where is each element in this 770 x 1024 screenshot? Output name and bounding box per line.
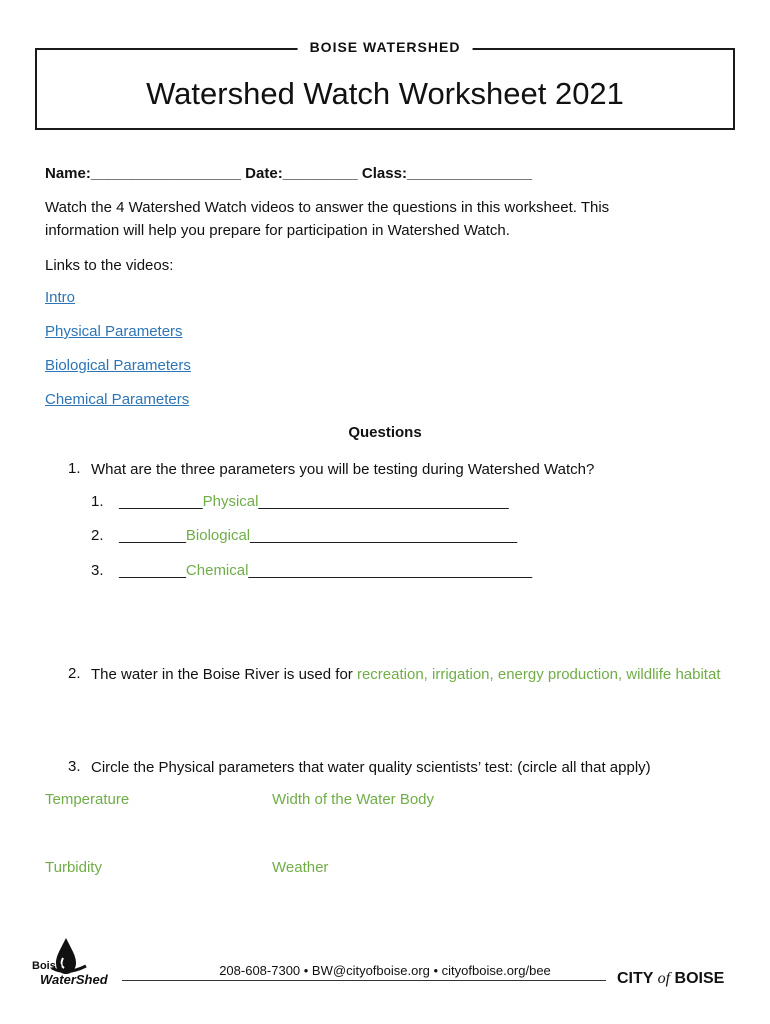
q1-text: What are the three parameters you will be testing during Watershed Watch? xyxy=(91,461,595,478)
q1-number: 1. xyxy=(68,460,81,477)
city-of-boise-logo xyxy=(617,970,724,988)
intro-text: Watch the 4 Watershed Watch videos to answer the questions in this worksheet. This information will help you prepare for participation in Watershed Watch. xyxy=(45,199,610,239)
q1-answer-3-blank-pre: ________ xyxy=(119,562,186,579)
header-box xyxy=(35,39,735,130)
q1-answer-2-blank-post: ________________________________ xyxy=(250,527,518,544)
q1-answer-3[interactable] xyxy=(91,562,532,579)
choice-weather[interactable]: Weather xyxy=(272,859,329,876)
q1-answer-3-text: Chemical xyxy=(185,562,249,579)
q3-number: 3. xyxy=(68,758,81,775)
links-label: Links to the videos: xyxy=(45,257,174,274)
q2-question: The water in the Boise River is used for xyxy=(91,666,357,683)
q1-answer-1-blank-post: ______________________________ xyxy=(258,493,509,510)
q1-answer-1-blank-pre: __________ xyxy=(119,493,203,510)
logo-of: of xyxy=(657,970,671,987)
footer-contact: 208-608-7300 • BW@cityofboise.org • cityofboise.org/bee xyxy=(219,963,551,978)
logo-city: CITY xyxy=(617,970,654,987)
q1-answer-2[interactable] xyxy=(91,527,517,544)
logo-boise: BOISE xyxy=(674,970,725,987)
page-title: Watershed Watch Worksheet 2021 xyxy=(146,76,624,111)
logo-left-top-text: Boise xyxy=(32,960,62,972)
student-info-line[interactable]: Name:__________________ Date:_________ Class:_______________ xyxy=(45,165,533,182)
q3-text: Circle the Physical parameters that water quality scientists’ test: (circle all that apply) xyxy=(91,759,651,776)
logo-left-bottom-text: WaterShed xyxy=(40,972,108,987)
q1-answer-2-text: Biological xyxy=(185,527,251,544)
choice-temperature[interactable]: Temperature xyxy=(45,791,130,808)
link-biological-parameters[interactable]: Biological Parameters xyxy=(45,357,191,374)
footer-divider xyxy=(122,980,606,981)
q1-answer-3-number: 3. xyxy=(91,562,104,579)
questions-heading: Questions xyxy=(348,424,422,441)
choice-turbidity[interactable]: Turbidity xyxy=(45,859,102,876)
q1-answer-1-number: 1. xyxy=(91,493,104,510)
q1-answer-1-text: Physical xyxy=(202,493,259,510)
link-chemical-parameters[interactable]: Chemical Parameters xyxy=(45,391,190,408)
q2-number: 2. xyxy=(68,665,81,682)
q1-answer-2-blank-pre: ________ xyxy=(119,527,186,544)
choice-width-of-water-body[interactable]: Width of the Water Body xyxy=(272,791,435,808)
link-intro[interactable]: Intro xyxy=(45,289,76,306)
q1-answer-1[interactable] xyxy=(91,493,509,510)
link-physical-parameters[interactable]: Physical Parameters xyxy=(45,323,183,340)
q1-answer-2-number: 2. xyxy=(91,527,104,544)
q2-text xyxy=(91,663,731,686)
header-tag: BOISE WATERSHED xyxy=(298,39,473,55)
q1-answer-3-blank-post: __________________________________ xyxy=(248,562,533,579)
boise-watershed-logo xyxy=(30,936,110,988)
q2-answer: recreation, irrigation, energy production, wildlife habitat xyxy=(356,666,721,683)
